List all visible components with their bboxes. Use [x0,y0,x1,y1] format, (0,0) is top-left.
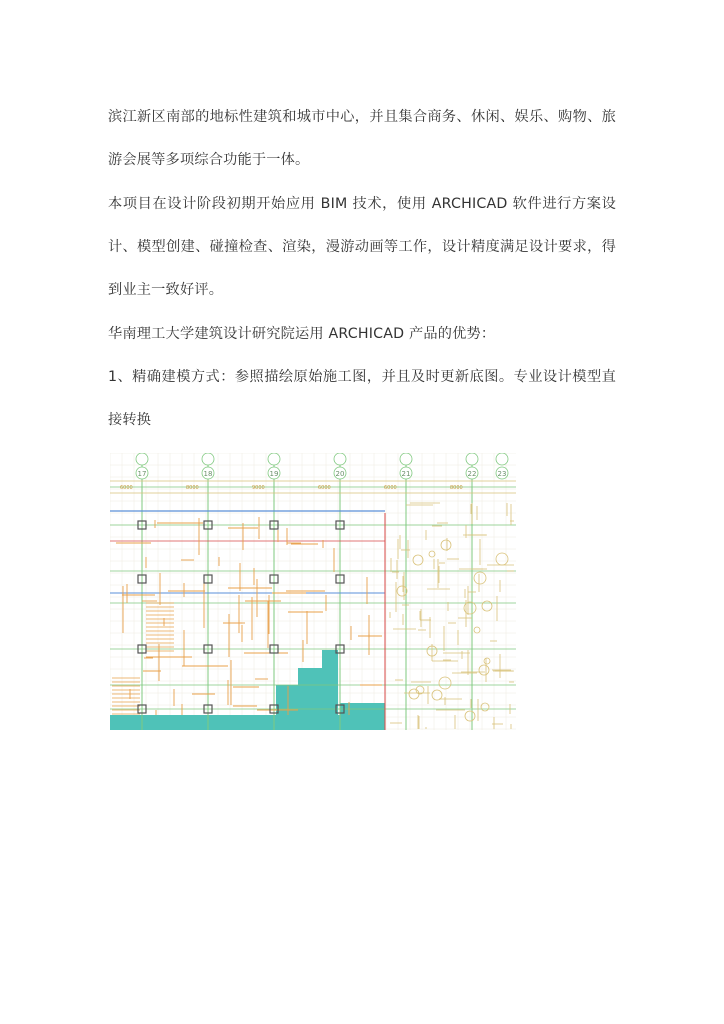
paragraph-advantages-heading: 华南理工大学建筑设计研究院运用 ARCHICAD 产品的优势： [108,326,496,342]
fixture-circle [484,658,490,664]
teal-stair [276,650,338,715]
grid-bubble-label: 21 [401,470,411,478]
fixture-circle [432,690,442,700]
teal-slab [110,715,385,730]
dimension-label: 6000 [120,485,133,491]
grid-bubble-label: 18 [203,470,213,478]
fixture-circle [479,665,489,675]
fixture-circle [482,601,492,611]
fixture-circle [474,627,480,633]
fixture-circle [413,555,423,565]
paragraph-bim: 本项目在设计阶段初期开始应用 BIM 技术，使用 ARCHICAD 软件进行方案设计、模型创建、碰撞检查、渲染，漫游动画等工作，设计精度满足设计要求，得到业主一致好评。 [108,196,616,298]
dimension-label: 9000 [252,485,265,491]
grid-bubble-top [136,453,148,465]
dimension-label: 8000 [186,485,199,491]
dimension-label: 8000 [450,485,463,491]
teal-slab [340,703,385,717]
grid-bubble-label: 19 [269,470,279,478]
grid-bubble-label: 23 [497,470,507,478]
fixture-circle [439,677,451,689]
grid-bubble-top [334,453,346,465]
cad-drawing [110,453,516,730]
paragraph-point-1: 1、精确建模方式：参照描绘原始施工图，并且及时更新底图。专业设计模型直接转换 [108,369,616,428]
grid-bubble-top [466,453,478,465]
grid-bubble-top [496,453,508,465]
grid-bubble-top [400,453,412,465]
teal-fill-area [110,650,385,730]
dimension-label: 6000 [384,485,397,491]
grid-bubble-label: 17 [137,470,147,478]
fixture-circle [474,572,486,584]
grid-bubble-label: 20 [335,470,345,478]
grid-bubble-top [202,453,214,465]
dimension-label: 6000 [318,485,331,491]
grid-bubble-top [268,453,280,465]
grid-bubble-label: 22 [467,470,477,478]
fixture-circle [409,689,419,699]
paragraph-intro: 滨江新区南部的地标性建筑和城市中心，并且集合商务、休闲、娱乐、购物、旅游会展等多项综合功能于一体。 [108,109,616,168]
cad-floor-plan-image [110,453,516,730]
